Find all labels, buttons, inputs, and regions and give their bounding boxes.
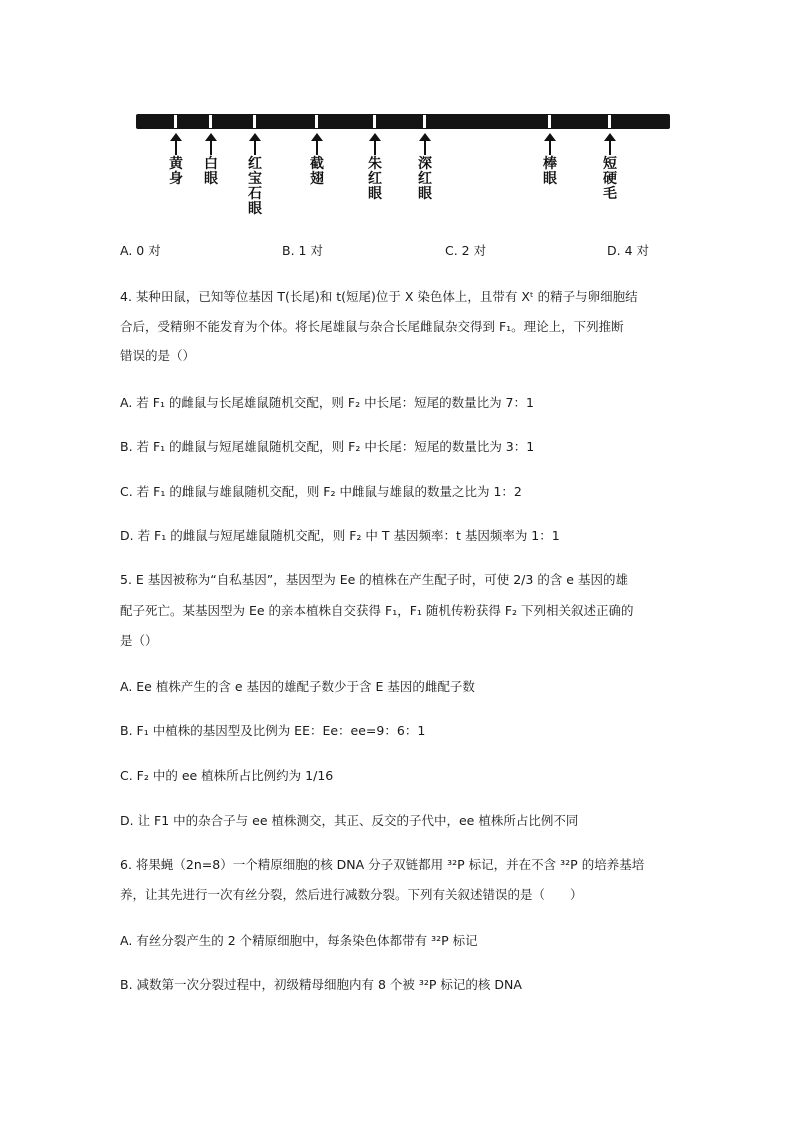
gene-locus-marker xyxy=(174,115,177,128)
gene-label-yellow-body: 黄身 xyxy=(169,156,183,187)
up-arrow-icon xyxy=(368,133,382,155)
q6-stem-line-1: 6. 将果蝇（2n=8）一个精原细胞的核 DNA 分子双链都用 ³²P 标记，并在不含 ³²P 的培养基培 xyxy=(120,857,645,872)
q3-option-b[interactable]: B. 1 对 xyxy=(282,243,323,258)
up-arrow-icon xyxy=(310,133,324,155)
gene-locus-marker xyxy=(423,115,426,128)
q3-option-a[interactable]: A. 0 对 xyxy=(120,243,161,258)
q5-option-a[interactable]: A. Ee 植株产生的含 e 基因的雄配子数少于含 E 基因的雌配子数 xyxy=(120,679,475,694)
q4-option-a[interactable]: A. 若 F₁ 的雌鼠与长尾雄鼠随机交配，则 F₂ 中长尾：短尾的数量比为 7：1 xyxy=(120,395,534,410)
up-arrow-icon xyxy=(169,133,183,155)
gene-label-cut-wing: 截翅 xyxy=(310,156,324,187)
gene-label-white-eye: 白眼 xyxy=(204,156,218,187)
q5-option-c[interactable]: C. F₂ 中的 ee 植株所占比例约为 1/16 xyxy=(120,768,334,783)
q4-stem-line-1: 4. 某种田鼠，已知等位基因 T(长尾)和 t(短尾)位于 X 染色体上，且带有 Xᵗ 的精子与卵细胞结 xyxy=(120,289,638,304)
q5-option-d[interactable]: D. 让 F1 中的杂合子与 ee 植株测交，其正、反交的子代中，ee 植株所占比例不同 xyxy=(120,813,579,828)
up-arrow-icon xyxy=(603,133,617,155)
gene-locus-marker xyxy=(608,115,611,128)
q6-option-b[interactable]: B. 减数第一次分裂过程中，初级精母细胞内有 8 个被 ³²P 标记的核 DNA xyxy=(120,977,522,992)
gene-locus-marker xyxy=(315,115,318,128)
gene-locus-marker xyxy=(373,115,376,128)
q3-options xyxy=(120,241,680,261)
q6-option-a[interactable]: A. 有丝分裂产生的 2 个精原细胞中，每条染色体都带有 ³²P 标记 xyxy=(120,933,478,948)
chromosome-gene-map xyxy=(130,105,675,215)
up-arrow-icon xyxy=(543,133,557,155)
up-arrow-icon xyxy=(248,133,262,155)
up-arrow-icon xyxy=(204,133,218,155)
gene-label-ruby-eye: 红宝石眼 xyxy=(248,156,262,217)
gene-locus-marker xyxy=(548,115,551,128)
q4-option-b[interactable]: B. 若 F₁ 的雌鼠与短尾雄鼠随机交配，则 F₂ 中长尾：短尾的数量比为 3：1 xyxy=(120,439,535,454)
q4-stem-line-2: 合后，受精卵不能发育为个体。将长尾雄鼠与杂合长尾雌鼠杂交得到 F₁。理论上，下列推断 xyxy=(120,319,624,334)
q4-stem-line-3: 错误的是（） xyxy=(120,348,196,363)
q5-option-b[interactable]: B. F₁ 中植株的基因型及比例为 EE：Ee：ee=9：6：1 xyxy=(120,723,426,738)
q4-option-c[interactable]: C. 若 F₁ 的雌鼠与雄鼠随机交配，则 F₂ 中雌鼠与雄鼠的数量之比为 1：2 xyxy=(120,484,522,499)
q5-stem-line-3: 是（） xyxy=(120,633,158,648)
gene-label-vermilion-eye: 朱红眼 xyxy=(368,156,382,202)
q5-stem-line-2: 配子死亡。某基因型为 Ee 的亲本植株自交获得 F₁，F₁ 随机传粉获得 F₂ 下列相关叙述正确的 xyxy=(120,603,634,618)
gene-locus-marker xyxy=(209,115,212,128)
gene-label-short-bristle: 短硬毛 xyxy=(603,156,617,202)
q3-option-c[interactable]: C. 2 对 xyxy=(445,243,487,258)
q3-option-d[interactable]: D. 4 对 xyxy=(607,243,649,258)
q4-option-d[interactable]: D. 若 F₁ 的雌鼠与短尾雄鼠随机交配，则 F₂ 中 T 基因频率：t 基因频率为 1：1 xyxy=(120,528,560,543)
q5-stem-line-1: 5. E 基因被称为“自私基因”，基因型为 Ee 的植株在产生配子时，可使 2/3 的含 e 基因的雄 xyxy=(120,572,628,587)
gene-label-carmine-eye: 深红眼 xyxy=(418,156,432,202)
chromosome-bar xyxy=(136,114,670,129)
gene-label-bar-eye: 棒眼 xyxy=(543,156,557,187)
up-arrow-icon xyxy=(418,133,432,155)
q6-stem-line-2: 养，让其先进行一次有丝分裂，然后进行减数分裂。下列有关叙述错误的是（ ） xyxy=(120,887,583,902)
gene-locus-marker xyxy=(253,115,256,128)
